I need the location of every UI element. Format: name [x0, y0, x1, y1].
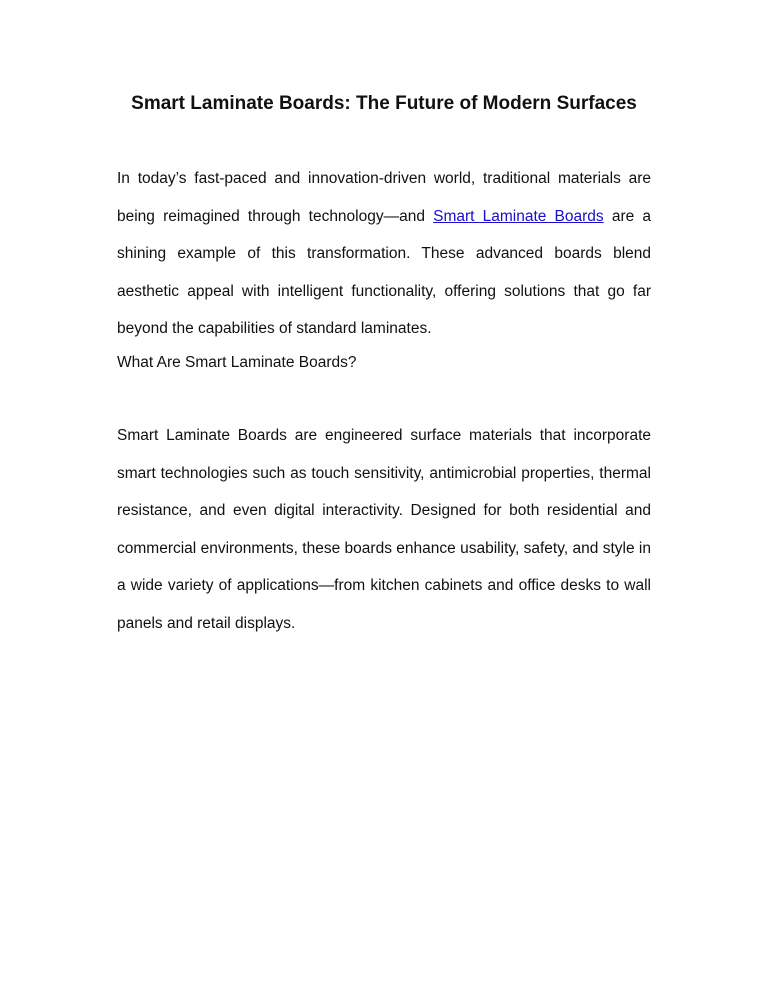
intro-text-after-link: are a shining example of this transformation. These advanced boards blend aesthetic appeal with intelligent functionality, offering solutions that go far beyond the capabilities of standard laminates. — [117, 207, 652, 337]
section-body-paragraph: Smart Laminate Boards are engineered surface materials that incorporate smart technologies such as touch sensitivity, antimicrobial properties, thermal resistance, and even digital interactivity. Designed for both residential and commercial environments, these boards enhance usability, safety, and style in a wide variety of applications—from kitchen cabinets and office desks to wall panels and retail displays. — [117, 427, 651, 632]
smart-laminate-boards-link[interactable]: Smart Laminate Boards — [433, 207, 604, 225]
section-heading: What Are Smart Laminate Boards? — [117, 354, 357, 371]
intro-paragraph — [117, 160, 651, 348]
intro-text-before-link: In today’s fast-paced and innovation-driven world, traditional materials are being reimagined through technology—and — [117, 170, 651, 225]
document-title: Smart Laminate Boards: The Future of Modern Surfaces — [131, 93, 637, 114]
